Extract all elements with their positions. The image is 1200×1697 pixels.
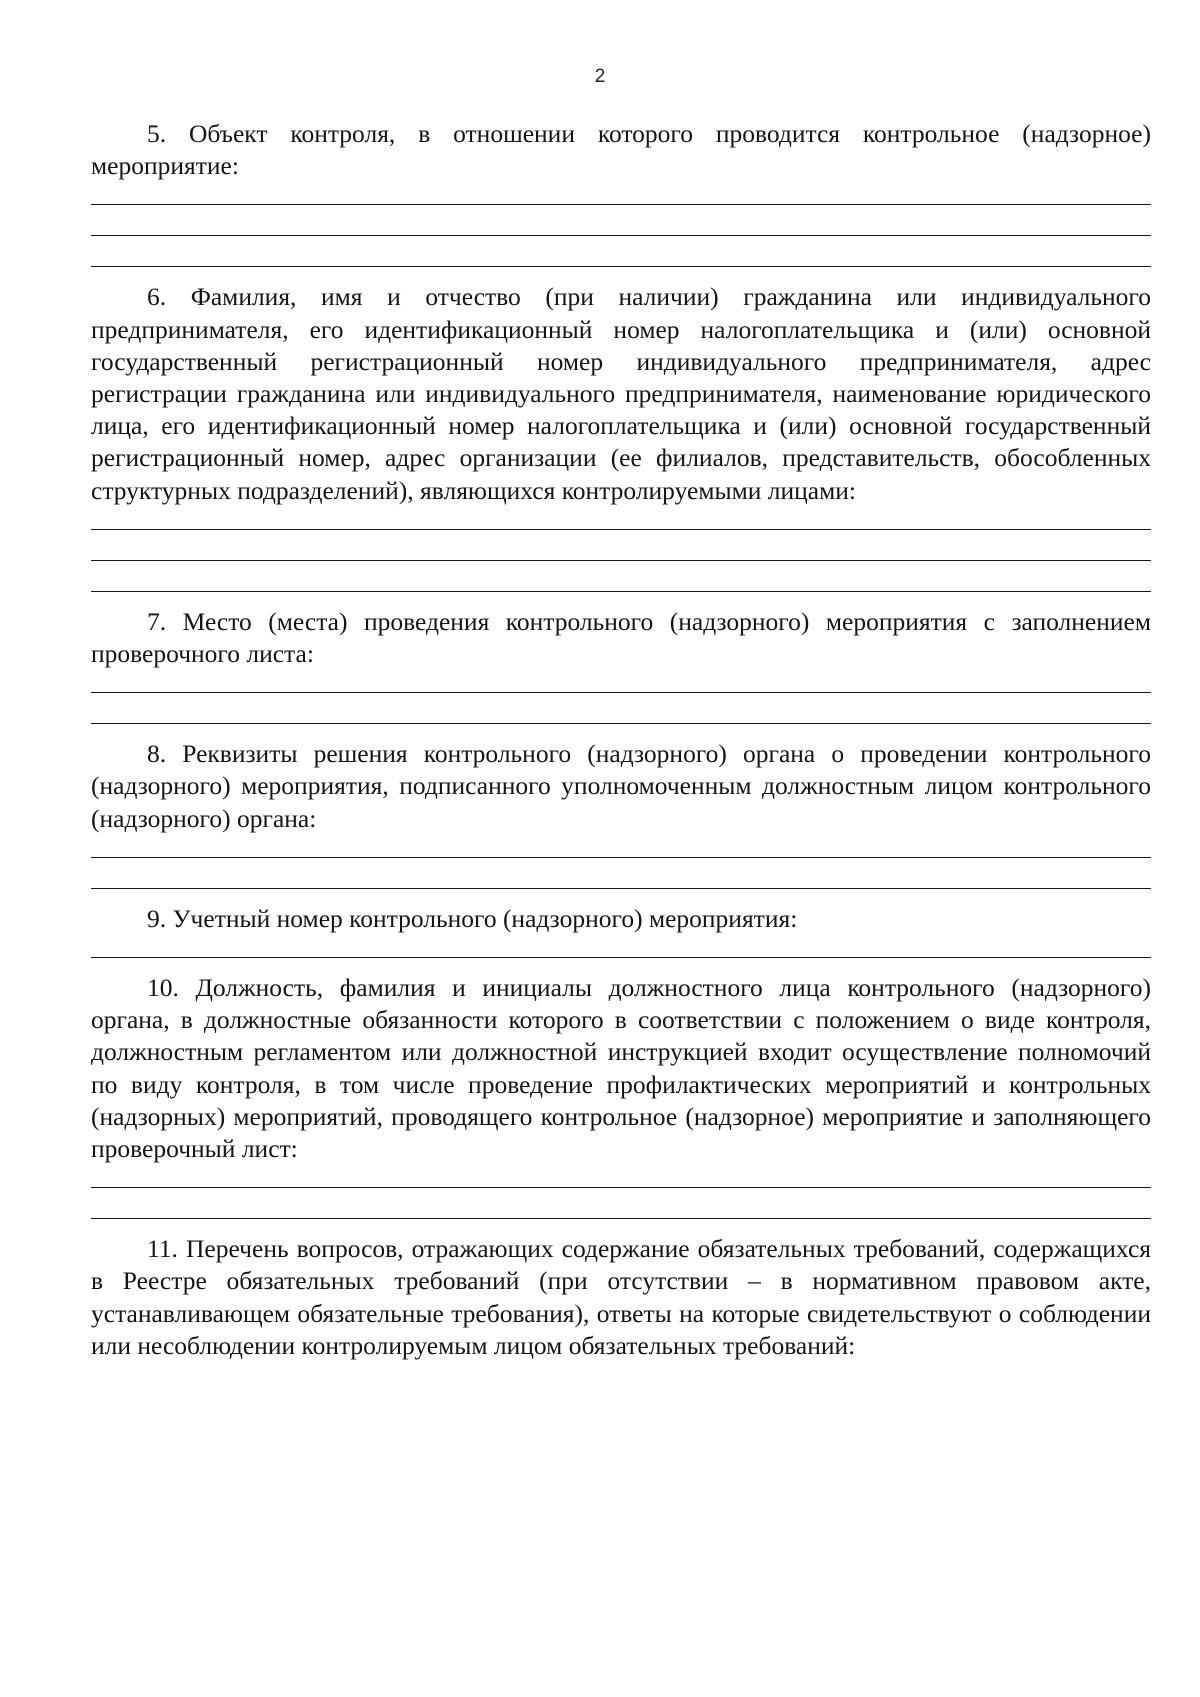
section-5-text: 5. Объект контроля, в отношении которого проводится контрольное (надзорное) мероприятие: bbox=[91, 119, 1151, 181]
section-11-text: 11. Перечень вопросов, отражающих содержание обязательных требований, содержащихся в Реестре обязательных требований (при отсутствии – в нормативном правовом акте, устанавливающем обязательные требования), ответы на которые свидетельствуют о соблюдении или несоблюдении контролируемым лицом обязательных требований: bbox=[91, 1234, 1151, 1360]
section-9-text: 9. Учетный номер контрольного (надзорного) мероприятия: bbox=[147, 903, 798, 933]
section-8-text: 8. Реквизиты решения контрольного (надзорного) органа о проведении контрольного (надзорного) мероприятия, подписанного уполномоченным должностным лицом контрольного (надзорного) органа: bbox=[91, 739, 1151, 833]
section-7-text: 7. Место (места) проведения контрольного (надзорного) мероприятия с заполнением проверочного листа: bbox=[91, 606, 1151, 669]
page-number: 2 bbox=[594, 66, 606, 87]
form-content bbox=[91, 118, 1151, 1362]
section-10-text: 10. Должность, фамилия и инициалы должностного лица контрольного (надзорного) органа, в должностные обязанности которого в соответствии с положением о виде контроля, должностным регламентом или должностной инструкцией входит осуществление полномочий по виду контроля, в том числе проведение профилактических мероприятий и контрольных (надзорных) мероприятий, проводящего контрольное (надзорное) мероприятие и заполняющего проверочный лист: bbox=[91, 973, 1151, 1164]
section-6-text: 6. Фамилия, имя и отчество (при наличии) гражданина или индивидуального предпринимателя, его идентификационный номер налогоплательщика и (или) основной государственный регистрационный номер индивидуального предпринимателя, адрес регистрации гражданина или индивидуального предпринимателя, наименование юридического лица, его идентификационный номер налогоплательщика и (или) основной государственный регистрационный номер, адрес организации (ее филиалов, представительств, обособленных структурных подразделений), являющихся контролируемыми лицами: bbox=[91, 282, 1151, 505]
